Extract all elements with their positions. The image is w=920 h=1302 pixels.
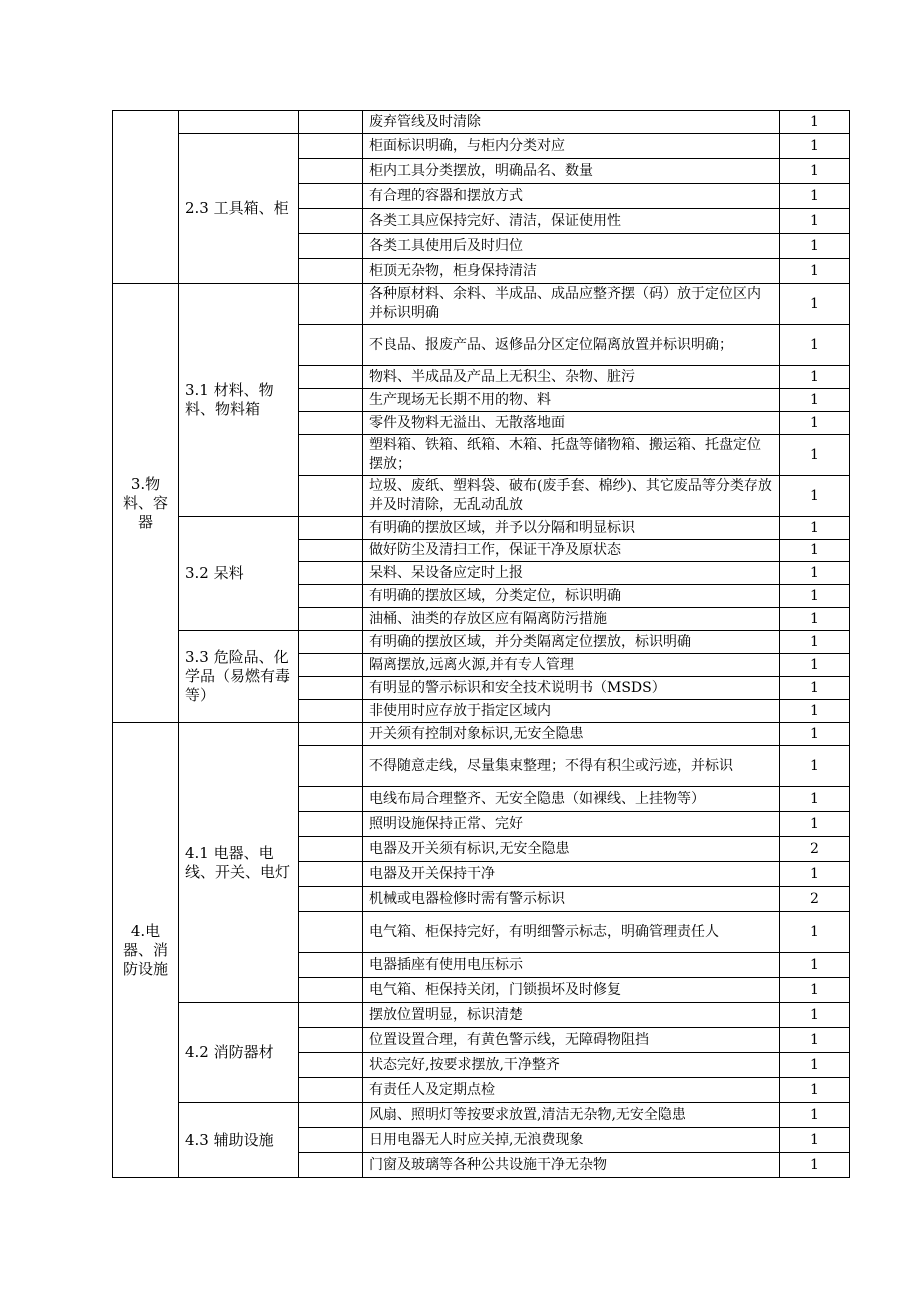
score-cell: 1	[780, 159, 850, 184]
requirement-cell: 呆料、呆设备应定时上报	[363, 562, 780, 585]
blank-cell	[299, 1078, 363, 1103]
blank-cell	[299, 1153, 363, 1178]
blank-cell	[299, 912, 363, 953]
inspection-checklist-table	[112, 110, 850, 1178]
blank-cell	[299, 677, 363, 700]
score-cell: 2	[780, 837, 850, 862]
requirement-cell: 废弃管线及时清除	[363, 111, 780, 134]
blank-cell	[299, 812, 363, 837]
requirement-cell: 物料、半成品及产品上无积尘、杂物、脏污	[363, 366, 780, 389]
score-cell: 1	[780, 1128, 850, 1153]
blank-cell	[299, 284, 363, 325]
subcategory-cell: 2.3 工具箱、柜	[179, 134, 299, 284]
requirement-cell: 隔离摆放,远离火源,并有专人管理	[363, 654, 780, 677]
requirement-cell: 风扇、照明灯等按要求放置,清洁无杂物,无安全隐患	[363, 1103, 780, 1128]
score-cell: 1	[780, 631, 850, 654]
blank-cell	[299, 476, 363, 517]
requirement-cell: 生产现场无长期不用的物、料	[363, 389, 780, 412]
blank-cell	[299, 654, 363, 677]
score-cell: 1	[780, 723, 850, 746]
requirement-cell: 电器及开关须有标识,无安全隐患	[363, 837, 780, 862]
requirement-cell: 位置设置合理，有黄色警示线，无障碍物阻挡	[363, 1028, 780, 1053]
score-cell: 1	[780, 209, 850, 234]
score-cell: 1	[780, 389, 850, 412]
score-cell: 1	[780, 1153, 850, 1178]
score-cell: 1	[780, 677, 850, 700]
blank-cell	[299, 1053, 363, 1078]
score-cell: 1	[780, 476, 850, 517]
requirement-cell: 柜顶无杂物，柜身保持清洁	[363, 259, 780, 284]
table-row	[113, 284, 850, 325]
score-cell: 1	[780, 517, 850, 540]
requirement-cell: 日用电器无人时应关掉,无浪费现象	[363, 1128, 780, 1153]
score-cell: 1	[780, 787, 850, 812]
blank-cell	[299, 787, 363, 812]
requirement-cell: 摆放位置明显，标识清楚	[363, 1003, 780, 1028]
blank-cell	[299, 608, 363, 631]
blank-cell	[299, 1028, 363, 1053]
subcategory-cell: 4.2 消防器材	[179, 1003, 299, 1103]
blank-cell	[299, 517, 363, 540]
table-row	[113, 631, 850, 654]
score-cell: 1	[780, 134, 850, 159]
requirement-cell: 机械或电器检修时需有警示标识	[363, 887, 780, 912]
blank-cell	[299, 887, 363, 912]
category-cell	[113, 111, 179, 284]
blank-cell	[299, 134, 363, 159]
score-cell: 1	[780, 1053, 850, 1078]
score-cell: 1	[780, 912, 850, 953]
requirement-cell: 做好防尘及清扫工作，保证干净及原状态	[363, 540, 780, 562]
table-row	[113, 134, 850, 159]
blank-cell	[299, 159, 363, 184]
score-cell: 1	[780, 654, 850, 677]
score-cell: 1	[780, 366, 850, 389]
blank-cell	[299, 366, 363, 389]
requirement-cell: 垃圾、废纸、塑料袋、破布(废手套、棉纱)、其它废品等分类存放并及时清除，无乱动乱放	[363, 476, 780, 517]
requirement-cell: 塑料箱、铁箱、纸箱、木箱、托盘等储物箱、搬运箱、托盘定位摆放；	[363, 435, 780, 476]
category-cell: 4.电器、消防设施	[113, 723, 179, 1178]
score-cell: 1	[780, 325, 850, 366]
blank-cell	[299, 325, 363, 366]
requirement-cell: 非使用时应存放于指定区域内	[363, 700, 780, 723]
blank-cell	[299, 723, 363, 746]
subcategory-cell: 4.1 电器、电线、开关、电灯	[179, 723, 299, 1003]
score-cell: 1	[780, 746, 850, 787]
requirement-cell: 电气箱、柜保持完好，有明细警示标志，明确管理责任人	[363, 912, 780, 953]
subcategory-cell: 3.2 呆料	[179, 517, 299, 631]
category-cell: 3.物料、容器	[113, 284, 179, 723]
score-cell: 1	[780, 608, 850, 631]
requirement-cell: 柜内工具分类摆放，明确品名、数量	[363, 159, 780, 184]
score-cell: 1	[780, 1028, 850, 1053]
score-cell: 2	[780, 887, 850, 912]
blank-cell	[299, 700, 363, 723]
score-cell: 1	[780, 412, 850, 435]
score-cell: 1	[780, 259, 850, 284]
requirement-cell: 有明确的摆放区域，分类定位，标识明确	[363, 585, 780, 608]
requirement-cell: 有明显的警示标识和安全技术说明书（MSDS）	[363, 677, 780, 700]
table-row	[113, 1103, 850, 1128]
blank-cell	[299, 389, 363, 412]
score-cell: 1	[780, 585, 850, 608]
score-cell: 1	[780, 812, 850, 837]
requirement-cell: 电器插座有使用电压标示	[363, 953, 780, 978]
blank-cell	[299, 184, 363, 209]
requirement-cell: 有明确的摆放区域，并予以分隔和明显标识	[363, 517, 780, 540]
blank-cell	[299, 746, 363, 787]
requirement-cell: 电线布局合理整齐、无安全隐患（如裸线、上挂物等）	[363, 787, 780, 812]
subcategory-cell	[179, 111, 299, 134]
score-cell: 1	[780, 1003, 850, 1028]
requirement-cell: 电气箱、柜保持关闭，门锁损坏及时修复	[363, 978, 780, 1003]
requirement-cell: 门窗及玻璃等各种公共设施干净无杂物	[363, 1153, 780, 1178]
blank-cell	[299, 953, 363, 978]
score-cell: 1	[780, 1103, 850, 1128]
blank-cell	[299, 978, 363, 1003]
blank-cell	[299, 585, 363, 608]
score-cell: 1	[780, 540, 850, 562]
table-row	[113, 1003, 850, 1028]
blank-cell	[299, 837, 363, 862]
checklist-body	[113, 111, 850, 1178]
table-row	[113, 111, 850, 134]
requirement-cell: 有责任人及定期点检	[363, 1078, 780, 1103]
requirement-cell: 开关须有控制对象标识,无安全隐患	[363, 723, 780, 746]
blank-cell	[299, 1128, 363, 1153]
requirement-cell: 有合理的容器和摆放方式	[363, 184, 780, 209]
blank-cell	[299, 234, 363, 259]
score-cell: 1	[780, 1078, 850, 1103]
requirement-cell: 电器及开关保持干净	[363, 862, 780, 887]
requirement-cell: 柜面标识明确，与柜内分类对应	[363, 134, 780, 159]
score-cell: 1	[780, 953, 850, 978]
requirement-cell: 照明设施保持正常、完好	[363, 812, 780, 837]
blank-cell	[299, 562, 363, 585]
score-cell: 1	[780, 284, 850, 325]
score-cell: 1	[780, 184, 850, 209]
requirement-cell: 各类工具使用后及时归位	[363, 234, 780, 259]
blank-cell	[299, 259, 363, 284]
blank-cell	[299, 540, 363, 562]
requirement-cell: 不得随意走线，尽量集束整理；不得有积尘或污迹，并标识	[363, 746, 780, 787]
requirement-cell: 状态完好,按要求摆放,干净整齐	[363, 1053, 780, 1078]
requirement-cell: 有明确的摆放区域，并分类隔离定位摆放，标识明确	[363, 631, 780, 654]
blank-cell	[299, 435, 363, 476]
score-cell: 1	[780, 978, 850, 1003]
requirement-cell: 不良品、报废产品、返修品分区定位隔离放置并标识明确；	[363, 325, 780, 366]
blank-cell	[299, 631, 363, 654]
blank-cell	[299, 111, 363, 134]
requirement-cell: 各种原材料、余料、半成品、成品应整齐摆（码）放于定位区内并标识明确	[363, 284, 780, 325]
blank-cell	[299, 209, 363, 234]
blank-cell	[299, 1103, 363, 1128]
score-cell: 1	[780, 862, 850, 887]
score-cell: 1	[780, 435, 850, 476]
requirement-cell: 油桶、油类的存放区应有隔离防污措施	[363, 608, 780, 631]
requirement-cell: 零件及物料无溢出、无散落地面	[363, 412, 780, 435]
subcategory-cell: 4.3 辅助设施	[179, 1103, 299, 1178]
requirement-cell: 各类工具应保持完好、清洁，保证使用性	[363, 209, 780, 234]
score-cell: 1	[780, 111, 850, 134]
blank-cell	[299, 862, 363, 887]
score-cell: 1	[780, 700, 850, 723]
table-row	[113, 517, 850, 540]
blank-cell	[299, 412, 363, 435]
score-cell: 1	[780, 234, 850, 259]
subcategory-cell: 3.1 材料、物料、物料箱	[179, 284, 299, 517]
subcategory-cell: 3.3 危险品、化学品（易燃有毒等）	[179, 631, 299, 723]
table-row	[113, 723, 850, 746]
blank-cell	[299, 1003, 363, 1028]
score-cell: 1	[780, 562, 850, 585]
